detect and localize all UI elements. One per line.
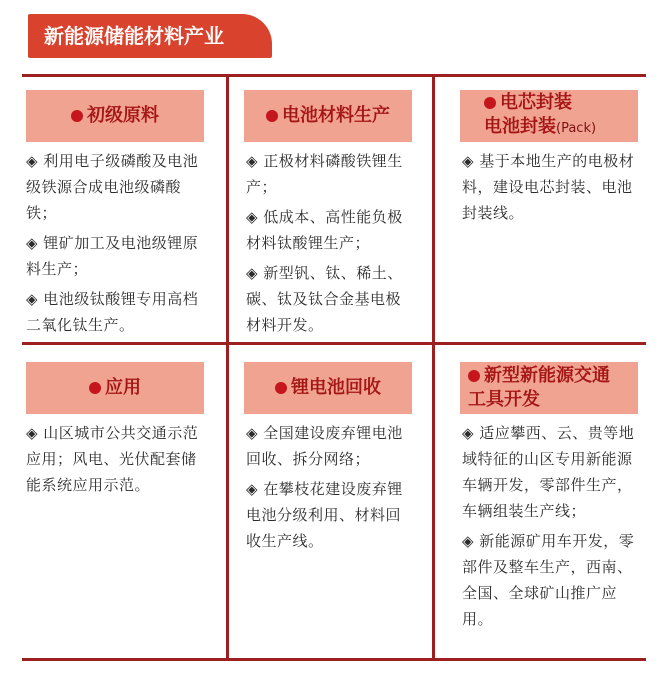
cell-battery-material-items — [246, 148, 414, 342]
list-item: ◈ 正极材料磷酸铁锂生产； — [246, 152, 403, 196]
grid-line-bottom — [22, 658, 646, 661]
heading-line: 锂电池回收 — [291, 377, 381, 398]
bullet-icon — [71, 110, 83, 122]
cell-application-heading — [26, 362, 204, 414]
cell-vehicles-heading — [460, 362, 638, 414]
list-item: ◈ 新能源矿用车开发，零部件及整车生产，西南、全国、全球矿山推广应用。 — [462, 532, 635, 628]
heading-line: 新型新能源交通 — [484, 365, 610, 386]
grid-line-top — [22, 74, 646, 77]
grid-line-col1 — [226, 74, 229, 661]
cell-vehicles-items — [462, 420, 642, 636]
cell-recycling-items — [246, 420, 414, 558]
bullet-icon — [484, 97, 496, 109]
list-item: ◈ 低成本、高性能负极材料钛酸锂生产； — [246, 208, 403, 252]
cell-primary-items — [26, 148, 208, 342]
cell-cell-pack-items — [462, 148, 642, 230]
bullet-icon — [275, 382, 287, 394]
list-item: ◈ 适应攀西、云、贵等地域特征的山区专用新能源车辆开发，零部件生产，车辆组装生产线； — [462, 424, 635, 520]
section-title-banner — [28, 14, 272, 58]
cell-cell-pack-heading — [460, 90, 638, 142]
list-item: ◈ 锂矿加工及电池级锂原料生产； — [26, 234, 199, 278]
cell-application-items — [26, 420, 208, 502]
section-title: 新能源储能材料产业 — [44, 24, 224, 48]
heading-line: 工具开发 — [468, 389, 540, 410]
grid-line-col2 — [432, 74, 435, 661]
cell-recycling-heading — [244, 362, 412, 414]
list-item: ◈ 基于本地生产的电极材料，建设电芯封装、电池封装线。 — [462, 152, 635, 222]
heading-line: 应用 — [105, 377, 141, 398]
list-item: ◈ 电池级钛酸锂专用高档二氧化钛生产。 — [26, 290, 199, 334]
heading-line: 电池封装 — [484, 116, 556, 137]
heading-line: 电芯封装 — [500, 92, 572, 113]
heading-line: 初级原料 — [87, 105, 159, 126]
list-item: ◈ 全国建设废弃锂电池回收、拆分网络； — [246, 424, 403, 468]
bullet-icon — [266, 110, 278, 122]
grid-line-middle — [22, 342, 646, 345]
heading-line: 电池材料生产 — [282, 105, 390, 126]
heading-suffix: (Pack) — [556, 121, 597, 136]
list-item: ◈ 新型钒、钛、稀土、碳、钛及钛合金基电极材料开发。 — [246, 264, 403, 334]
list-item: ◈ 利用电子级磷酸及电池级铁源合成电池级磷酸铁； — [26, 152, 199, 222]
cell-battery-material-heading — [244, 90, 412, 142]
list-item: ◈ 山区城市公共交通示范应用；风电、光伏配套储能系统应用示范。 — [26, 424, 199, 494]
bullet-icon — [468, 370, 480, 382]
cell-primary-heading — [26, 90, 204, 142]
bullet-icon — [89, 382, 101, 394]
list-item: ◈ 在攀枝花建设废弃锂电池分级利用、材料回收生产线。 — [246, 480, 403, 550]
